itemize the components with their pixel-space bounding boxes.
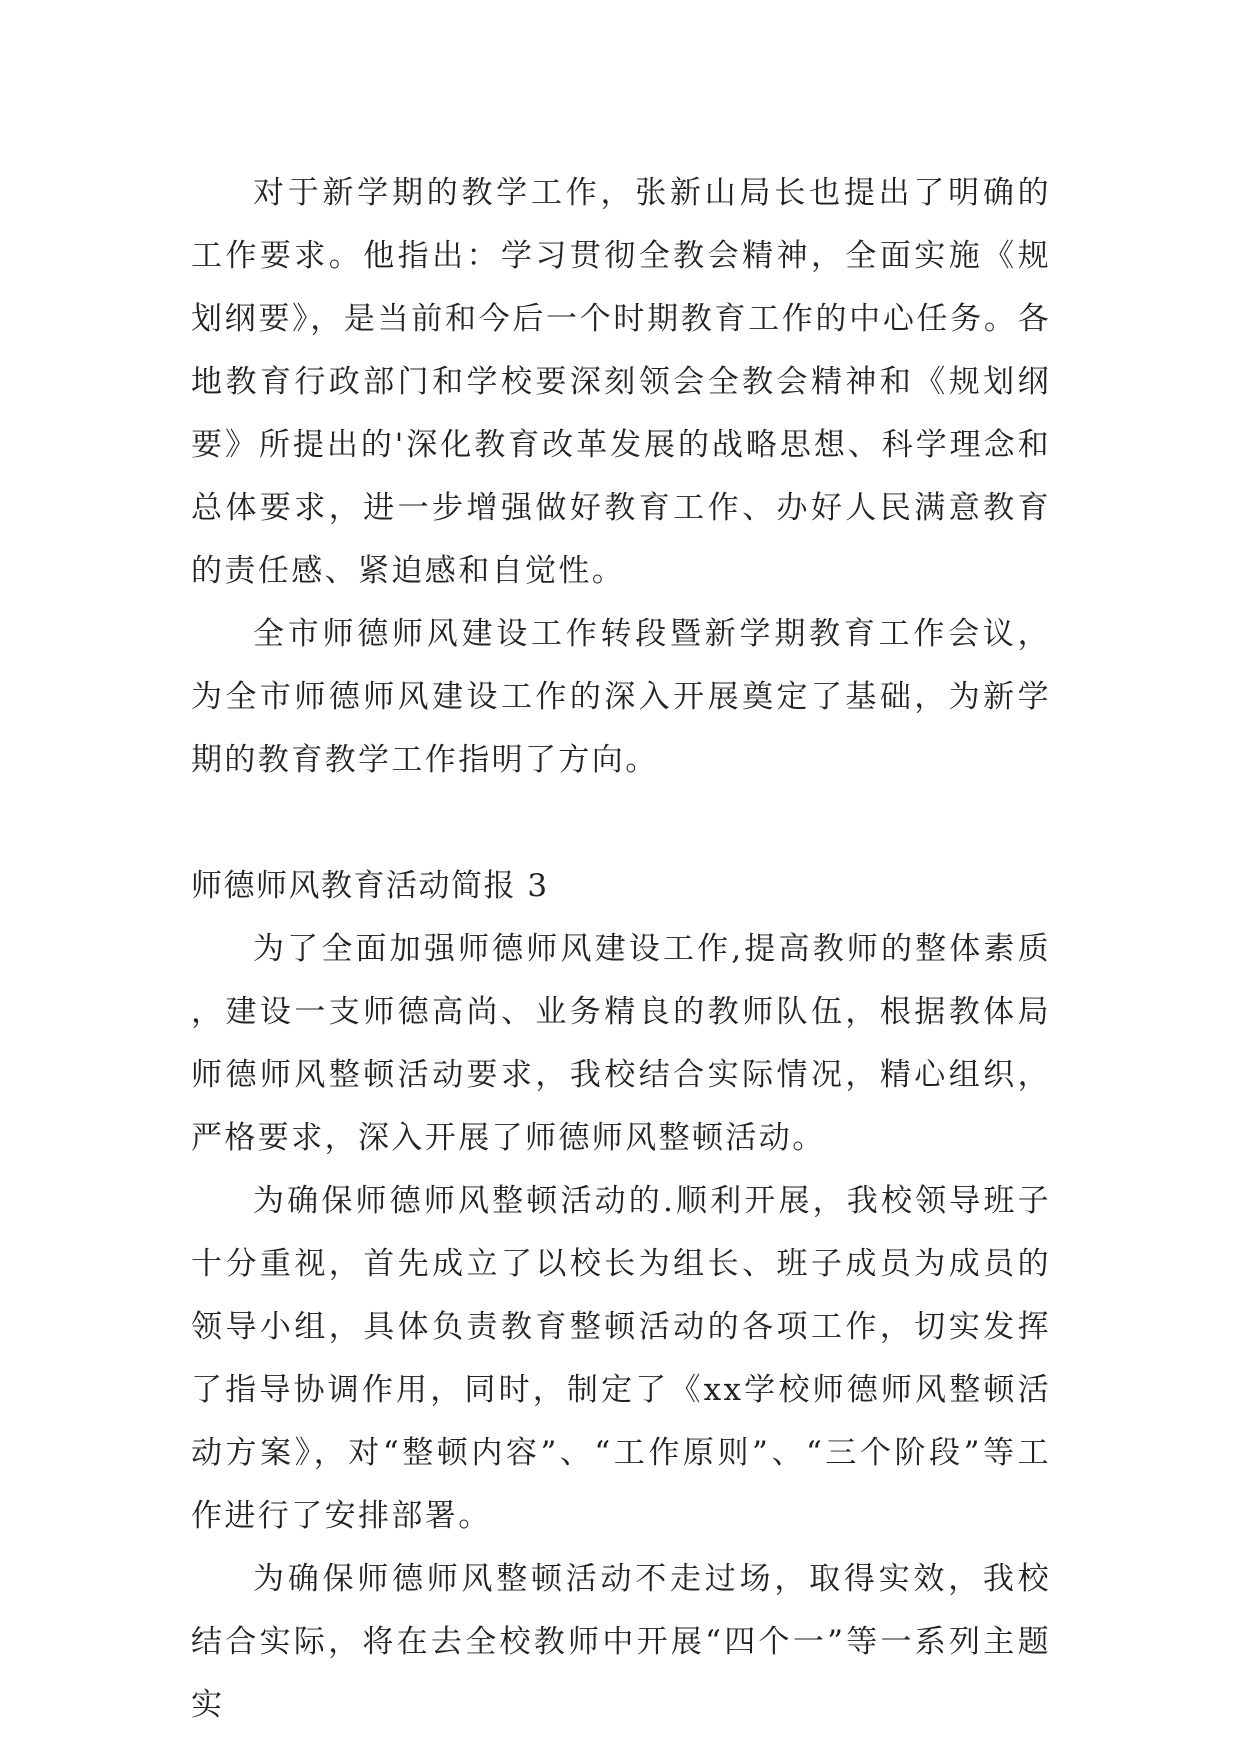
paragraph-implementation: 为确保师德师风整顿活动不走过场，取得实效，我校结合实际，将在去全校教师中开展“四个一”等一系列主题实 (191, 1561, 1051, 1723)
paragraph-meeting-summary: 全市师德师风建设工作转段暨新学期教育工作会议，为全市师德师风建设工作的深入开展奠定了基础，为新学期的教育教学工作指明了方向。 (191, 616, 1051, 778)
paragraph-activity-intro: 为了全面加强师德师风建设工作,提高教师的整体素质，建设一支师德高尚、业务精良的教师队伍，根据教体局师德师风整顿活动要求，我校结合实际情况，精心组织，严格要求，深入开展了师德师风整顿活动。 (191, 931, 1051, 1156)
document-body (191, 162, 1051, 1737)
paragraph-work-requirements: 对于新学期的教学工作，张新山局长也提出了明确的工作要求。他指出：学习贯彻全教会精神，全面实施《规划纲要》，是当前和今后一个时期教育工作的中心任务。各地教育行政部门和学校要深刻领会全教会精神和《规划纲要》所提出的'深化教育改革发展的战略思想、科学理念和总体要求，进一步增强做好教育工作、办好人民满意教育的责任感、紧迫感和自觉性。 (191, 175, 1051, 589)
section-heading: 师德师风教育活动简报 3 (191, 868, 549, 904)
paragraph-leadership-group: 为确保师德师风整顿活动的.顺利开展，我校领导班子十分重视，首先成立了以校长为组长、班子成员为成员的领导小组，具体负责教育整顿活动的各项工作，切实发挥了指导协调作用，同时，制定了《xx学校师德师风整顿活动方案》，对“整顿内容”、“工作原则”、“三个阶段”等工作进行了安排部署。 (191, 1183, 1051, 1534)
